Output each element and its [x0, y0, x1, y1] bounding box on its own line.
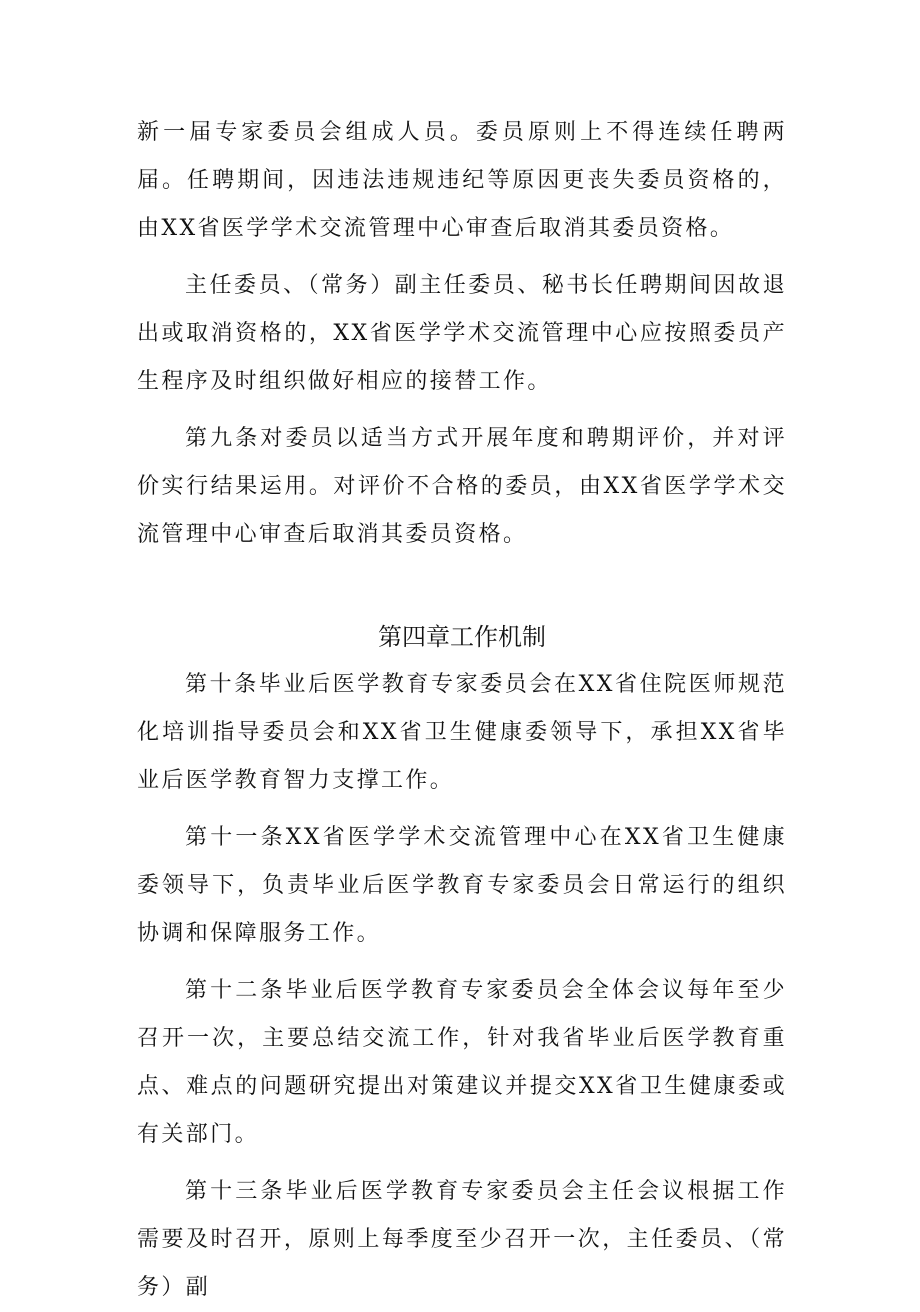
chapter-heading: 第四章工作机制	[378, 623, 546, 651]
paragraph-article-9: 第九条对委员以适当方式开展年度和聘期评价，并对评价实行结果运用。对评价不合格的委员，由XX省医学学术交流管理中心审查后取消其委员资格。	[137, 426, 787, 547]
document-body	[137, 109, 787, 1312]
paragraph-article-11: 第十一条XX省医学学术交流管理中心在XX省卫生健康委领导下，负责毕业后医学教育专家委员会日常运行的组织协调和保障服务工作。	[137, 825, 787, 946]
paragraph-replacement-rule: 主任委员、（常务）副主任委员、秘书长任聘期间因故退出或取消资格的，XX省医学学术交流管理中心应按照委员产生程序及时组织做好相应的接替工作。	[137, 273, 787, 394]
paragraph-article-12: 第十二条毕业后医学教育专家委员会全体会议每年至少召开一次，主要总结交流工作，针对我省毕业后医学教育重点、难点的问题研究提出对策建议并提交XX省卫生健康委或有关部门。	[137, 978, 787, 1147]
paragraph-article-10: 第十条毕业后医学教育专家委员会在XX省住院医师规范化培训指导委员会和XX省卫生健康委领导下，承担XX省毕业后医学教育智力支撑工作。	[137, 672, 787, 793]
paragraph-article-13: 第十三条毕业后医学教育专家委员会主任会议根据工作需要及时召开，原则上每季度至少召开一次，主任委员、（常务）副	[137, 1179, 787, 1300]
paragraph-continuation: 新一届专家委员会组成人员。委员原则上不得连续任聘两届。任聘期间，因违法违规违纪等原因更丧失委员资格的，由XX省医学学术交流管理中心审查后取消其委员资格。	[137, 120, 787, 241]
